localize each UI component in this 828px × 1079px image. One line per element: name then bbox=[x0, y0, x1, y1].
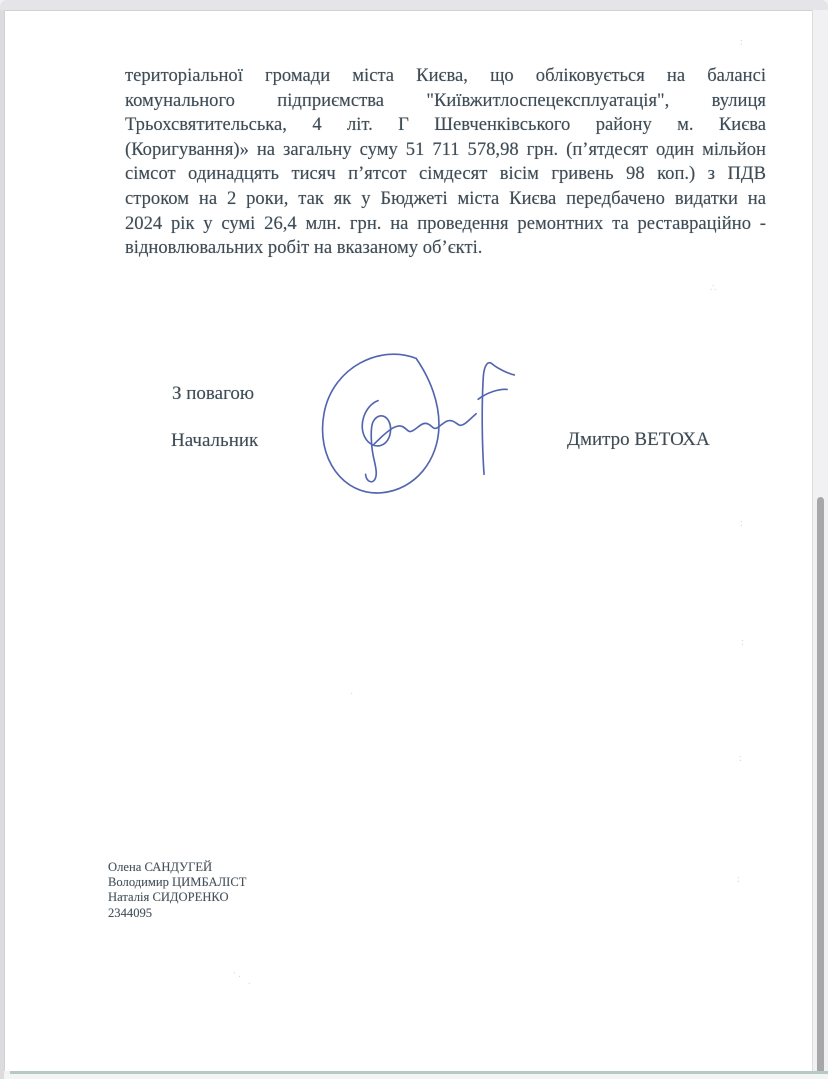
scan-artifact: : bbox=[740, 518, 743, 529]
top-margin-band bbox=[0, 0, 828, 10]
signer-name-text: Дмитро ВЕТОХА bbox=[567, 429, 710, 450]
scrollbar-track[interactable] bbox=[812, 10, 828, 1079]
paragraph-line: комунального підприємства "Київжитлоспецексплуатація", вулиця bbox=[125, 89, 766, 111]
scrollbar-thumb[interactable] bbox=[817, 497, 824, 1079]
scan-artifact: : bbox=[737, 874, 740, 885]
paragraph-line: територіальної громади міста Києва, що обліковується на балансі bbox=[125, 65, 766, 86]
paragraph-line: 2024 рік у сумі 26,4 млн. грн. на проведення ремонтних та реставраційно - bbox=[125, 212, 766, 234]
scan-artifact: ·· · bbox=[229, 968, 256, 992]
scan-artifact: : bbox=[741, 637, 744, 648]
scan-artifact: · bbox=[350, 689, 354, 700]
footer-contact-name: Наталія СИДОРЕНКО bbox=[108, 890, 229, 905]
paragraph-line: строком на 2 роки, так як у Бюджеті міста Києва передбачено видатки на bbox=[125, 187, 766, 209]
footer-contact-name: Олена САНДУГЕЙ bbox=[108, 860, 213, 874]
document-number: 2344095 bbox=[108, 905, 153, 920]
paragraph-line: відновлювальних робіт на вказаному об’єкті. bbox=[125, 237, 483, 259]
footer-contact-name: Володимир ЦИМБАЛІСТ bbox=[108, 875, 247, 890]
scan-artifact: : bbox=[739, 753, 742, 764]
paragraph-line: Трьохсвятительська, 4 літ. Г Шевченківського району м. Києва bbox=[125, 114, 766, 136]
position-title-text: Начальник bbox=[171, 430, 259, 451]
bottom-margin-band bbox=[4, 1074, 828, 1079]
salutation-text: З повагою bbox=[172, 383, 255, 404]
scan-artifact: : bbox=[740, 37, 743, 48]
body-paragraph bbox=[125, 64, 766, 261]
paragraph-line: сімсот одинадцять тисяч п’ятсот сімдесят вісім гривень 98 коп.) з ПДВ bbox=[125, 163, 766, 185]
paragraph-line: (Коригування)» на загальну суму 51 711 578,98 грн. (п’ятдесят один мільйон bbox=[125, 138, 766, 160]
handwritten-signature-ink-icon bbox=[298, 344, 520, 502]
scan-artifact: ∴ bbox=[710, 283, 717, 294]
footer-block bbox=[108, 860, 246, 921]
